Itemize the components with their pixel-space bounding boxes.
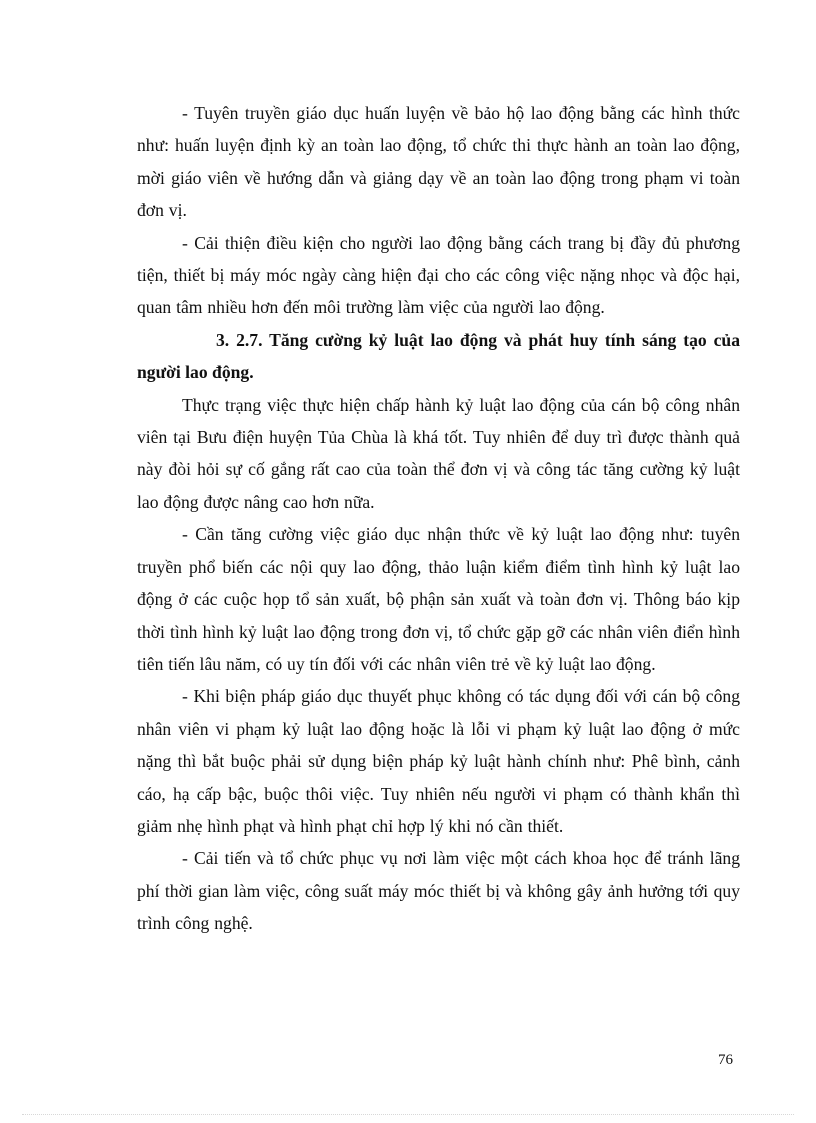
paragraph-discipline-education: - Cần tăng cường việc giáo dục nhận thức về kỷ luật lao động như: tuyên truyền phổ biến các nội quy lao động, thảo luận kiểm điểm tình hình kỷ luật lao động ở các cuộc họp tổ sản xuất, bộ phận sản xuất và toàn đơn vị. Thông báo kịp thời tình hình kỷ luật lao động trong đơn vị, tổ chức gặp gỡ các nhân viên điển hình tiên tiến lâu năm, có uy tín đối với các nhân viên trẻ về kỷ luật lao động. [137,524,740,674]
paragraph-administrative-discipline: - Khi biện pháp giáo dục thuyết phục không có tác dụng đối với cán bộ công nhân viên vi phạm kỷ luật lao động hoặc là lỗi vi phạm kỷ luật lao động ở mức nặng thì bắt buộc phải sử dụng biện pháp kỷ luật hành chính như: Phê bình, cảnh cáo, hạ cấp bậc, buộc thôi việc. Tuy nhiên nếu người vi phạm có thành khẩn thì giảm nhẹ hình phạt và hình phạt chỉ hợp lý khi nó cần thiết. [137,686,740,836]
paragraph-workplace-organization: - Cải tiến và tổ chức phục vụ nơi làm việc một cách khoa học để tránh lãng phí thời gian làm việc, công suất máy móc thiết bị và không gây ảnh hưởng tới quy trình công nghệ. [137,848,740,934]
page-number: 76 [718,1052,733,1068]
section-heading: 3. 2.7. Tăng cường kỷ luật lao động và phát huy tính sáng tạo của người lao động. [137,329,740,383]
document-body [137,97,740,940]
paragraph-discipline-status: Thực trạng việc thực hiện chấp hành kỷ luật lao động của cán bộ công nhân viên tại Bưu điện huyện Tủa Chùa là khá tốt. Tuy nhiên để duy trì được thành quả này đòi hỏi sự cố gắng rất cao của toàn thể đơn vị và công tác tăng cường kỷ luật lao động được nâng cao hơn nữa. [137,394,740,512]
page-bottom-divider [22,1114,794,1115]
paragraph-safety-training: - Tuyên truyền giáo dục huấn luyện về bảo hộ lao động bằng các hình thức như: huấn luyện định kỳ an toàn lao động, tổ chức thi thực hành an toàn lao động, mời giáo viên về hướng dẫn và giảng dạy về an toàn lao động trong phạm vi toàn đơn vị. [137,103,740,221]
paragraph-working-conditions: - Cải thiện điều kiện cho người lao động bằng cách trang bị đầy đủ phương tiện, thiết bị máy móc ngày càng hiện đại cho các công việc nặng nhọc và độc hại, quan tâm nhiều hơn đến môi trường làm việc của người lao động. [137,232,740,318]
